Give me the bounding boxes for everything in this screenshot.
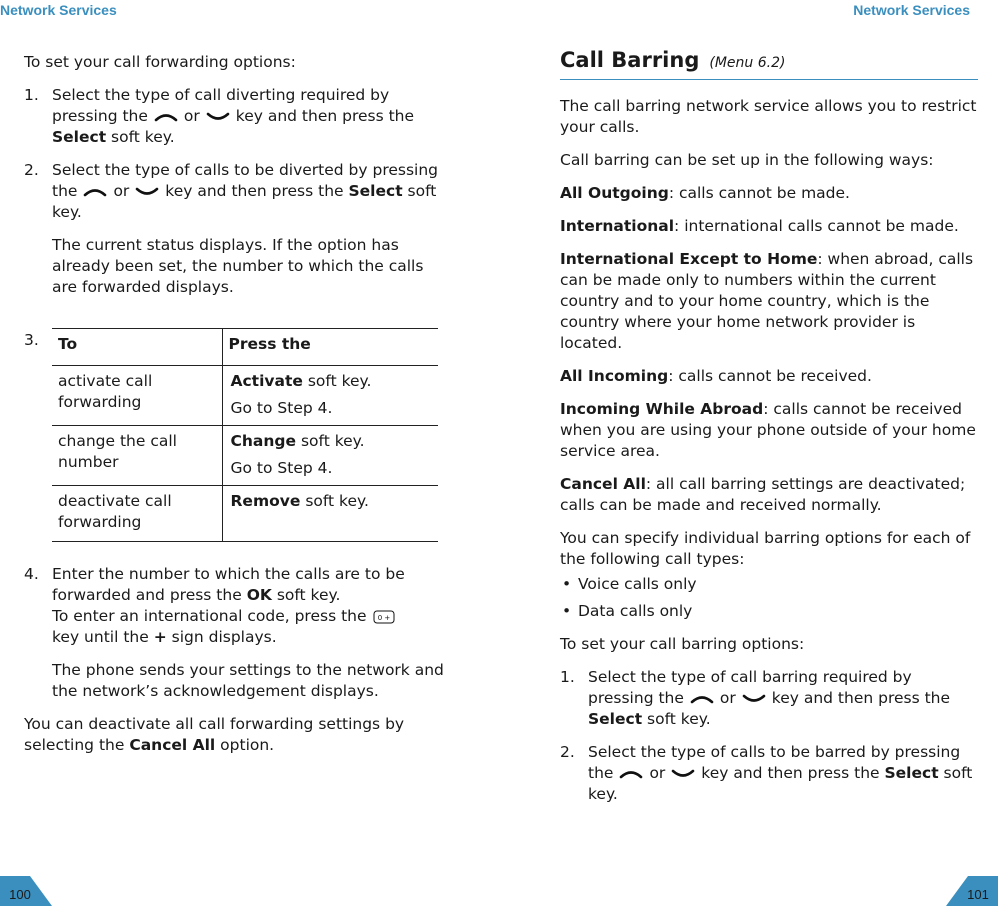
specify-note: You can specify individual barring options for each of the following call types: [560, 529, 971, 568]
step-number: 1. [24, 86, 39, 104]
page-title: Call Barring [560, 48, 700, 72]
page-number-tab-left [0, 876, 52, 906]
page-number: 100 [9, 887, 31, 902]
barring-set-intro: To set your call barring options: [560, 635, 805, 653]
running-header-right: Network Services [853, 2, 970, 18]
menu-reference: (Menu 6.2) [709, 55, 786, 71]
scroll-up-key-icon [619, 769, 643, 779]
scroll-up-key-icon [154, 112, 178, 122]
barring-intro: The call barring network service allows you to restrict your calls. [560, 97, 977, 136]
zero-plus-key-icon [373, 610, 395, 624]
scroll-down-key-icon [135, 187, 159, 197]
scroll-down-key-icon [742, 694, 766, 704]
table-row [52, 366, 438, 426]
step-number: 3. [24, 331, 39, 349]
list-item: • Voice calls only [562, 575, 697, 593]
table-row [52, 486, 438, 542]
forwarding-step-1: 1. Select the type of call diverting required by pressing the or key and then press the Select soft key. [24, 86, 415, 146]
definition-item: Cancel All: all call barring settings are deactivated; calls can be made and received normally. [560, 475, 966, 514]
section-title [560, 50, 978, 80]
bullet-icon: • [562, 602, 572, 620]
table-cell-key: Remove soft key. [230, 492, 369, 510]
step-number: 1. [560, 668, 575, 686]
definition-item: International Except to Home: when abroad, calls can be made only to numbers within the current country and to your home country, which is the country where your home network provider is located. [560, 250, 974, 352]
svg-text:0 +: 0 + [377, 613, 390, 622]
table-cell-key: Activate soft key. Go to Step 4. [230, 372, 372, 417]
forwarding-options-table [52, 328, 438, 542]
table-header-to: To [52, 329, 222, 366]
definition-item: All Incoming: calls cannot be received. [560, 367, 872, 385]
forwarding-step-2: 2. Select the type of calls to be diverted by pressing the or key and then press the Select soft key. [24, 161, 439, 221]
table-row [52, 426, 438, 486]
forwarding-step-4: 4. Enter the number to which the calls are to be forwarded and press the OK soft key. To enter an international code, press the 0 + key until the + sign displays. [24, 565, 405, 646]
definition-item: International: international calls cannot be made. [560, 217, 959, 235]
page-number-tab-right [946, 876, 998, 906]
table-cell-key: Change soft key. Go to Step 4. [230, 432, 365, 477]
scroll-down-key-icon [206, 112, 230, 122]
status-note: The current status displays. If the option has already been set, the number to which the calls are forwarded displays. [52, 236, 424, 296]
step-number: 2. [560, 743, 575, 761]
table-cell-action: change the call number [52, 426, 222, 486]
bullet-icon: • [562, 575, 572, 593]
forwarding-intro: To set your call forwarding options: [24, 53, 296, 71]
scroll-up-key-icon [83, 187, 107, 197]
definition-item: Incoming While Abroad: calls cannot be received when you are using your phone outside of your home service area. [560, 400, 976, 460]
list-item: • Data calls only [562, 602, 693, 620]
barring-ways: Call barring can be set up in the following ways: [560, 151, 934, 169]
left-page-column [24, 52, 444, 768]
right-page-column [560, 50, 978, 817]
barring-step-1: 1. Select the type of call barring required by pressing the or key and then press the Select soft key. [560, 668, 951, 728]
deactivate-note: You can deactivate all call forwarding settings by selecting the Cancel All option. [24, 715, 405, 754]
running-header-left: Network Services [0, 2, 117, 18]
scroll-down-key-icon [671, 769, 695, 779]
table-header-press: Press the [228, 335, 311, 353]
forwarding-step-3 [24, 328, 444, 542]
definition-item: All Outgoing: calls cannot be made. [560, 184, 850, 202]
barring-step-2: 2. Select the type of calls to be barred by pressing the or key and then press the Select soft key. [560, 743, 973, 803]
step-number: 4. [24, 565, 39, 583]
page-number: 101 [967, 887, 989, 902]
acknowledgement-note: The phone sends your settings to the network and the network’s acknowledgement displays. [52, 661, 444, 700]
scroll-up-key-icon [690, 694, 714, 704]
table-cell-action: deactivate call forwarding [52, 486, 222, 542]
table-cell-action: activate call forwarding [52, 366, 222, 426]
step-number: 2. [24, 161, 39, 179]
